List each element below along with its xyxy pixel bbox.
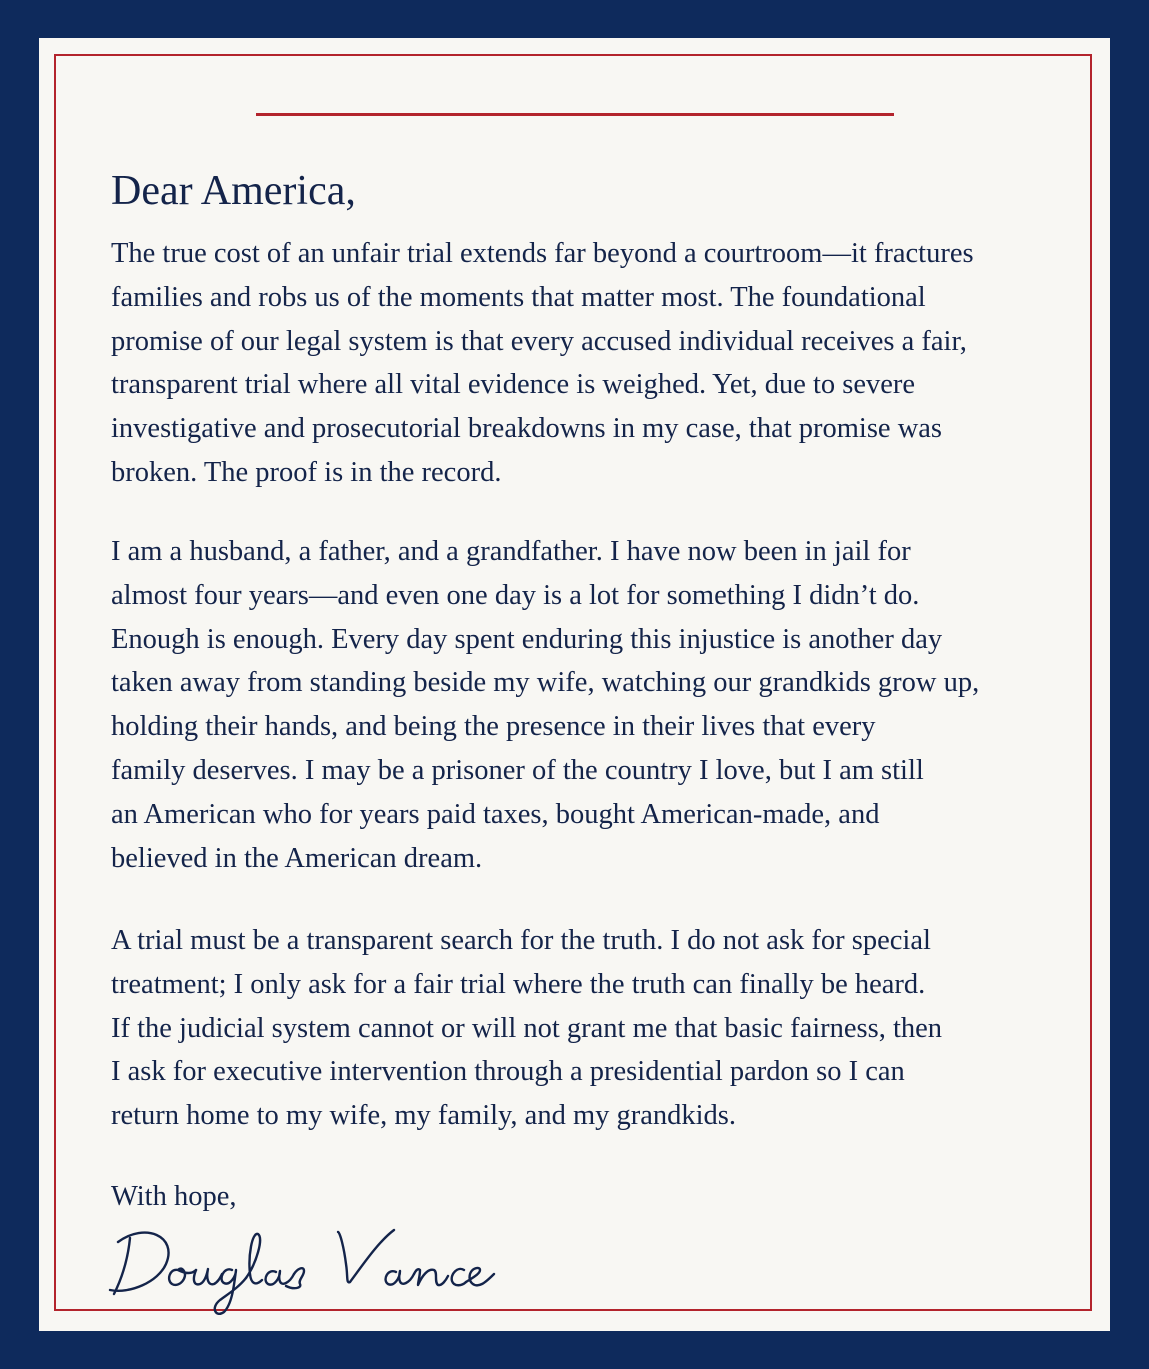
top-divider-rule — [256, 113, 894, 116]
letter-paragraph-1 — [111, 232, 974, 495]
paragraph-line: taken away from standing beside my wife, watching our grandkids grow up, — [111, 667, 980, 699]
paragraph-line: investigative and prosecutorial breakdowns in my case, that promise was — [111, 413, 943, 445]
paragraph-line: believed in the American dream. — [111, 842, 483, 874]
paragraph-line: promise of our legal system is that every accused individual receives a fair, — [111, 325, 967, 357]
paragraph-line: holding their hands, and being the presence in their lives that every — [111, 711, 876, 743]
paragraph-line: families and robs us of the moments that matter most. The foundational — [111, 281, 926, 313]
paragraph-line: The true cost of an unfair trial extends far beyond a courtroom—it fractures — [111, 238, 974, 269]
paragraph-line: I am a husband, a father, and a grandfather. I have now been in jail for — [111, 536, 911, 567]
paragraph-line: family deserves. I may be a prisoner of the country I love, but I am still — [111, 754, 924, 786]
paragraph-line: treatment; I only ask for a fair trial where the truth can finally be heard. — [111, 968, 926, 1000]
letter-paragraph-3 — [111, 919, 942, 1138]
paragraph-line: Enough is enough. Every day spent enduring this injustice is another day — [111, 623, 943, 655]
paragraph-line: If the judicial system cannot or will not grant me that basic fairness, then — [111, 1012, 943, 1044]
paragraph-line: transparent trial where all vital evidence is weighed. Yet, due to severe — [111, 369, 916, 401]
letter-paragraph-2 — [111, 530, 979, 880]
paragraph-line: return home to my wife, my family, and my grandkids. — [111, 1100, 737, 1132]
paragraph-line: broken. The proof is in the record. — [111, 456, 502, 488]
paragraph-line: almost four years—and even one day is a lot for something I didn’t do. — [111, 579, 920, 611]
signature — [100, 1208, 500, 1318]
paragraph-line: I ask for executive intervention through a presidential pardon so I can — [111, 1056, 905, 1088]
paragraph-line: an American who for years paid taxes, bought American-made, and — [111, 798, 880, 830]
closing-phrase: With hope, — [111, 1181, 237, 1212]
paragraph-line: A trial must be a transparent search for the truth. I do not ask for special — [111, 925, 931, 956]
salutation: Dear America, — [111, 168, 356, 214]
